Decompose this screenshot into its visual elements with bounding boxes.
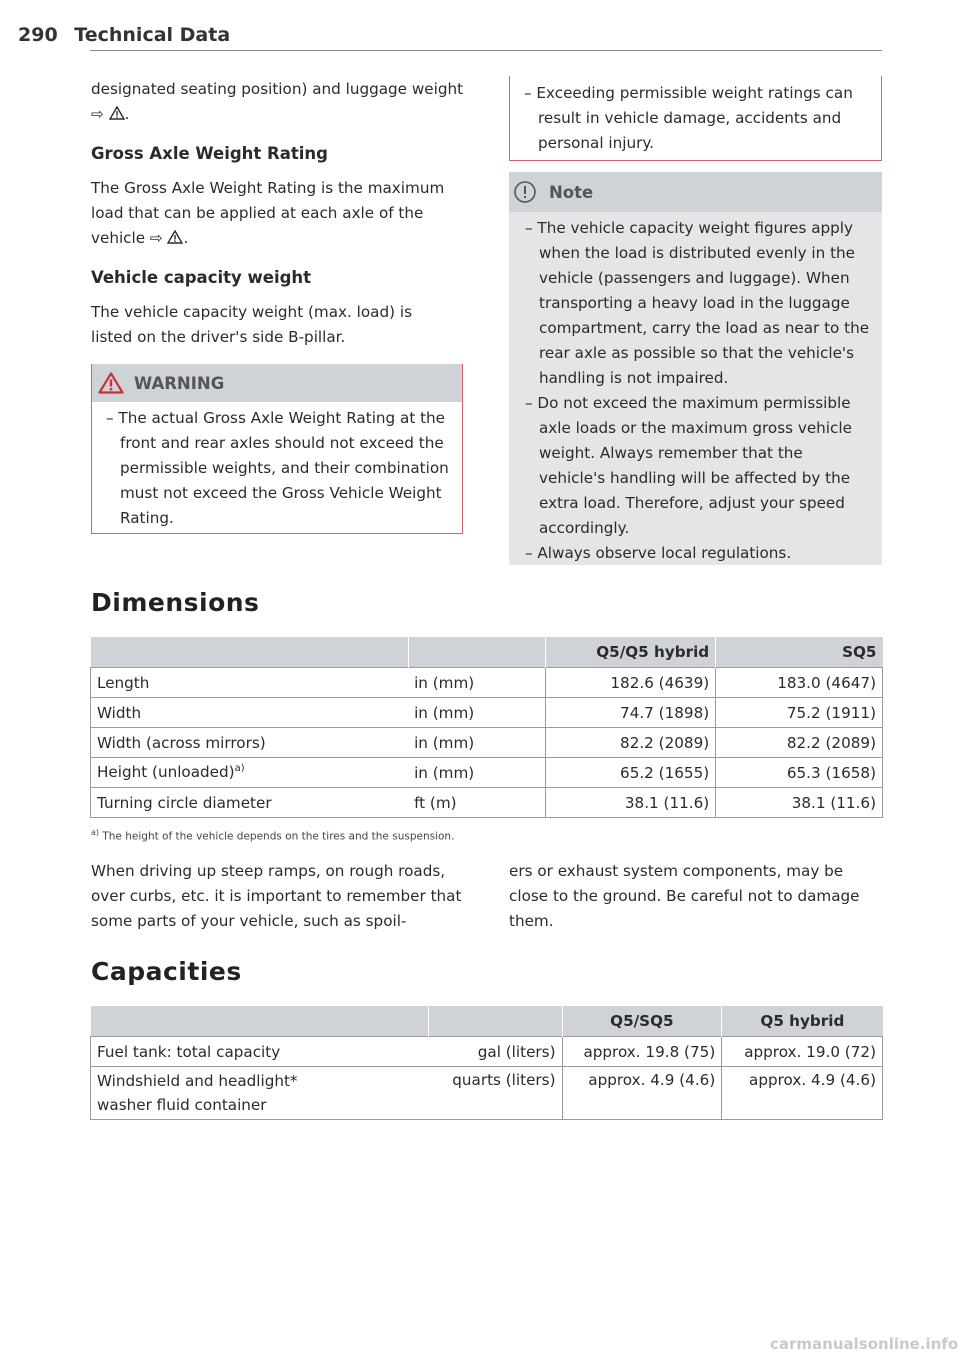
note-item: – Do not exceed the maximum permissible axle loads or the maximum gross vehicle weight. Always remember that the vehicle's handling will be affected by the extra load. Therefore, adjust your speed accordingly. xyxy=(525,394,852,537)
row-sq5-value: 38.1 (11.6) xyxy=(716,788,883,818)
capacity-heading: Vehicle capacity weight xyxy=(91,268,312,287)
row-unit: in (mm) xyxy=(408,698,546,728)
row-label-text: Height (unloaded) xyxy=(97,763,235,782)
row-label-text: Windshield and headlight* washer fluid container xyxy=(97,1072,298,1114)
warning-box xyxy=(91,364,463,534)
note-header xyxy=(509,172,882,212)
section-title: Technical Data xyxy=(74,24,231,46)
row-hybrid-value: approx. 19.0 (72) xyxy=(722,1037,883,1067)
row-sq5-value: 82.2 (2089) xyxy=(716,728,883,758)
row-sq5-value: 75.2 (1911) xyxy=(716,698,883,728)
row-sq5-value: 65.3 (1658) xyxy=(716,758,883,788)
driving-note-right: ers or exhaust system components, may be close to the ground. Be careful not to damage them. xyxy=(509,862,860,930)
warning-body xyxy=(92,402,462,531)
warning-item: – The actual Gross Axle Weight Rating at the front and rear axles should not exceed the permissible weights, and their combination must not exceed the Gross Vehicle Weight Rating. xyxy=(106,409,449,527)
capacities-col-q5: Q5/SQ5 xyxy=(562,1006,722,1037)
row-q5-value: approx. 19.8 (75) xyxy=(562,1037,722,1067)
row-q5-value: 38.1 (11.6) xyxy=(546,788,716,818)
footnote-ref: a) xyxy=(234,763,245,775)
table-row xyxy=(91,1067,883,1120)
intro-paragraph: designated seating position) and luggage weight ⇨ . xyxy=(91,80,464,123)
warning-label: WARNING xyxy=(134,373,225,393)
note-body xyxy=(509,212,882,566)
row-q5-value: 65.2 (1655) xyxy=(546,758,716,788)
row-hybrid-value: approx. 4.9 (4.6) xyxy=(722,1067,883,1120)
table-row xyxy=(91,728,883,758)
note-label: Note xyxy=(549,182,594,202)
row-q5-value: approx. 4.9 (4.6) xyxy=(562,1067,722,1120)
gross-axle-paragraph: The Gross Axle Weight Rating is the maximum load that can be applied at each axle of the vehicle ⇨ . xyxy=(91,179,445,247)
warning-header xyxy=(92,364,462,402)
row-unit: ft (m) xyxy=(408,788,546,818)
row-unit: in (mm) xyxy=(408,758,546,788)
row-unit: in (mm) xyxy=(408,668,546,698)
row-unit: quarts (liters) xyxy=(428,1067,562,1120)
table-row xyxy=(91,758,883,788)
risk-item: – Exceeding permissible weight ratings can result in vehicle damage, accidents and personal injury. xyxy=(524,84,853,152)
note-item: – The vehicle capacity weight figures apply when the load is distributed evenly in the vehicle (passengers and luggage). When transporting a heavy load in the luggage compartment, carry the load as near to the rear axle as possible so that the vehicle's handling is not impaired. xyxy=(525,219,870,387)
dimensions-col-q5: Q5/Q5 hybrid xyxy=(546,637,716,668)
row-unit: gal (liters) xyxy=(428,1037,562,1067)
row-label xyxy=(91,1067,429,1120)
dimensions-col-label xyxy=(91,637,409,668)
row-label: Turning circle diameter xyxy=(91,788,409,818)
note-info-icon xyxy=(513,180,537,204)
row-q5-value: 74.7 (1898) xyxy=(546,698,716,728)
driving-note-left: When driving up steep ramps, on rough roads, over curbs, etc. it is important to remember that some parts of your vehicle, such as spoil- xyxy=(91,862,462,930)
dimensions-footnote xyxy=(91,828,454,843)
capacities-col-unit xyxy=(428,1006,562,1037)
warning-triangle-icon xyxy=(98,372,124,394)
gross-axle-heading: Gross Axle Weight Rating xyxy=(91,144,328,163)
header-divider xyxy=(90,50,882,51)
footnote-text: The height of the vehicle depends on the tires and the suspension. xyxy=(102,830,455,843)
table-row xyxy=(91,1037,883,1067)
capacities-col-label xyxy=(91,1006,429,1037)
row-label xyxy=(91,758,409,788)
risk-box xyxy=(509,76,882,161)
footer-watermark: carmanualsonline.info xyxy=(770,1335,959,1353)
dimensions-heading: Dimensions xyxy=(91,588,260,617)
row-q5-value: 82.2 (2089) xyxy=(546,728,716,758)
row-label: Width xyxy=(91,698,409,728)
dimensions-header-row xyxy=(91,637,883,668)
left-column xyxy=(91,77,466,350)
dimensions-col-sq5: SQ5 xyxy=(716,637,883,668)
capacities-table xyxy=(90,1006,883,1120)
row-q5-value: 182.6 (4639) xyxy=(546,668,716,698)
capacities-heading: Capacities xyxy=(91,957,242,986)
note-item: – Always observe local regulations. xyxy=(525,544,792,562)
dimensions-table xyxy=(90,637,883,818)
table-row xyxy=(91,788,883,818)
ref-arrow-icon: ⇨ xyxy=(149,229,163,247)
table-row xyxy=(91,698,883,728)
table-row xyxy=(91,668,883,698)
row-label: Fuel tank: total capacity xyxy=(91,1037,429,1067)
capacities-header-row xyxy=(91,1006,883,1037)
intro-text: designated seating position) and luggage weight xyxy=(91,80,464,98)
page-header xyxy=(18,24,230,46)
capacity-paragraph: The vehicle capacity weight (max. load) is listed on the driver's side B-pillar. xyxy=(91,303,412,346)
row-sq5-value: 183.0 (4647) xyxy=(716,668,883,698)
note-box xyxy=(509,172,882,565)
ref-arrow-icon: ⇨ xyxy=(91,105,104,123)
warning-ref-icon xyxy=(167,230,183,244)
footnote-marker: a) xyxy=(91,828,100,837)
capacities-col-hybrid: Q5 hybrid xyxy=(722,1006,883,1037)
dimensions-col-unit xyxy=(408,637,546,668)
gross-axle-text: The Gross Axle Weight Rating is the maximum load that can be applied at each axle of the vehicle xyxy=(91,179,445,247)
row-label: Length xyxy=(91,668,409,698)
row-unit: in (mm) xyxy=(408,728,546,758)
warning-ref-icon xyxy=(109,106,125,120)
row-label: Width (across mirrors) xyxy=(91,728,409,758)
page-number: 290 xyxy=(18,24,58,46)
